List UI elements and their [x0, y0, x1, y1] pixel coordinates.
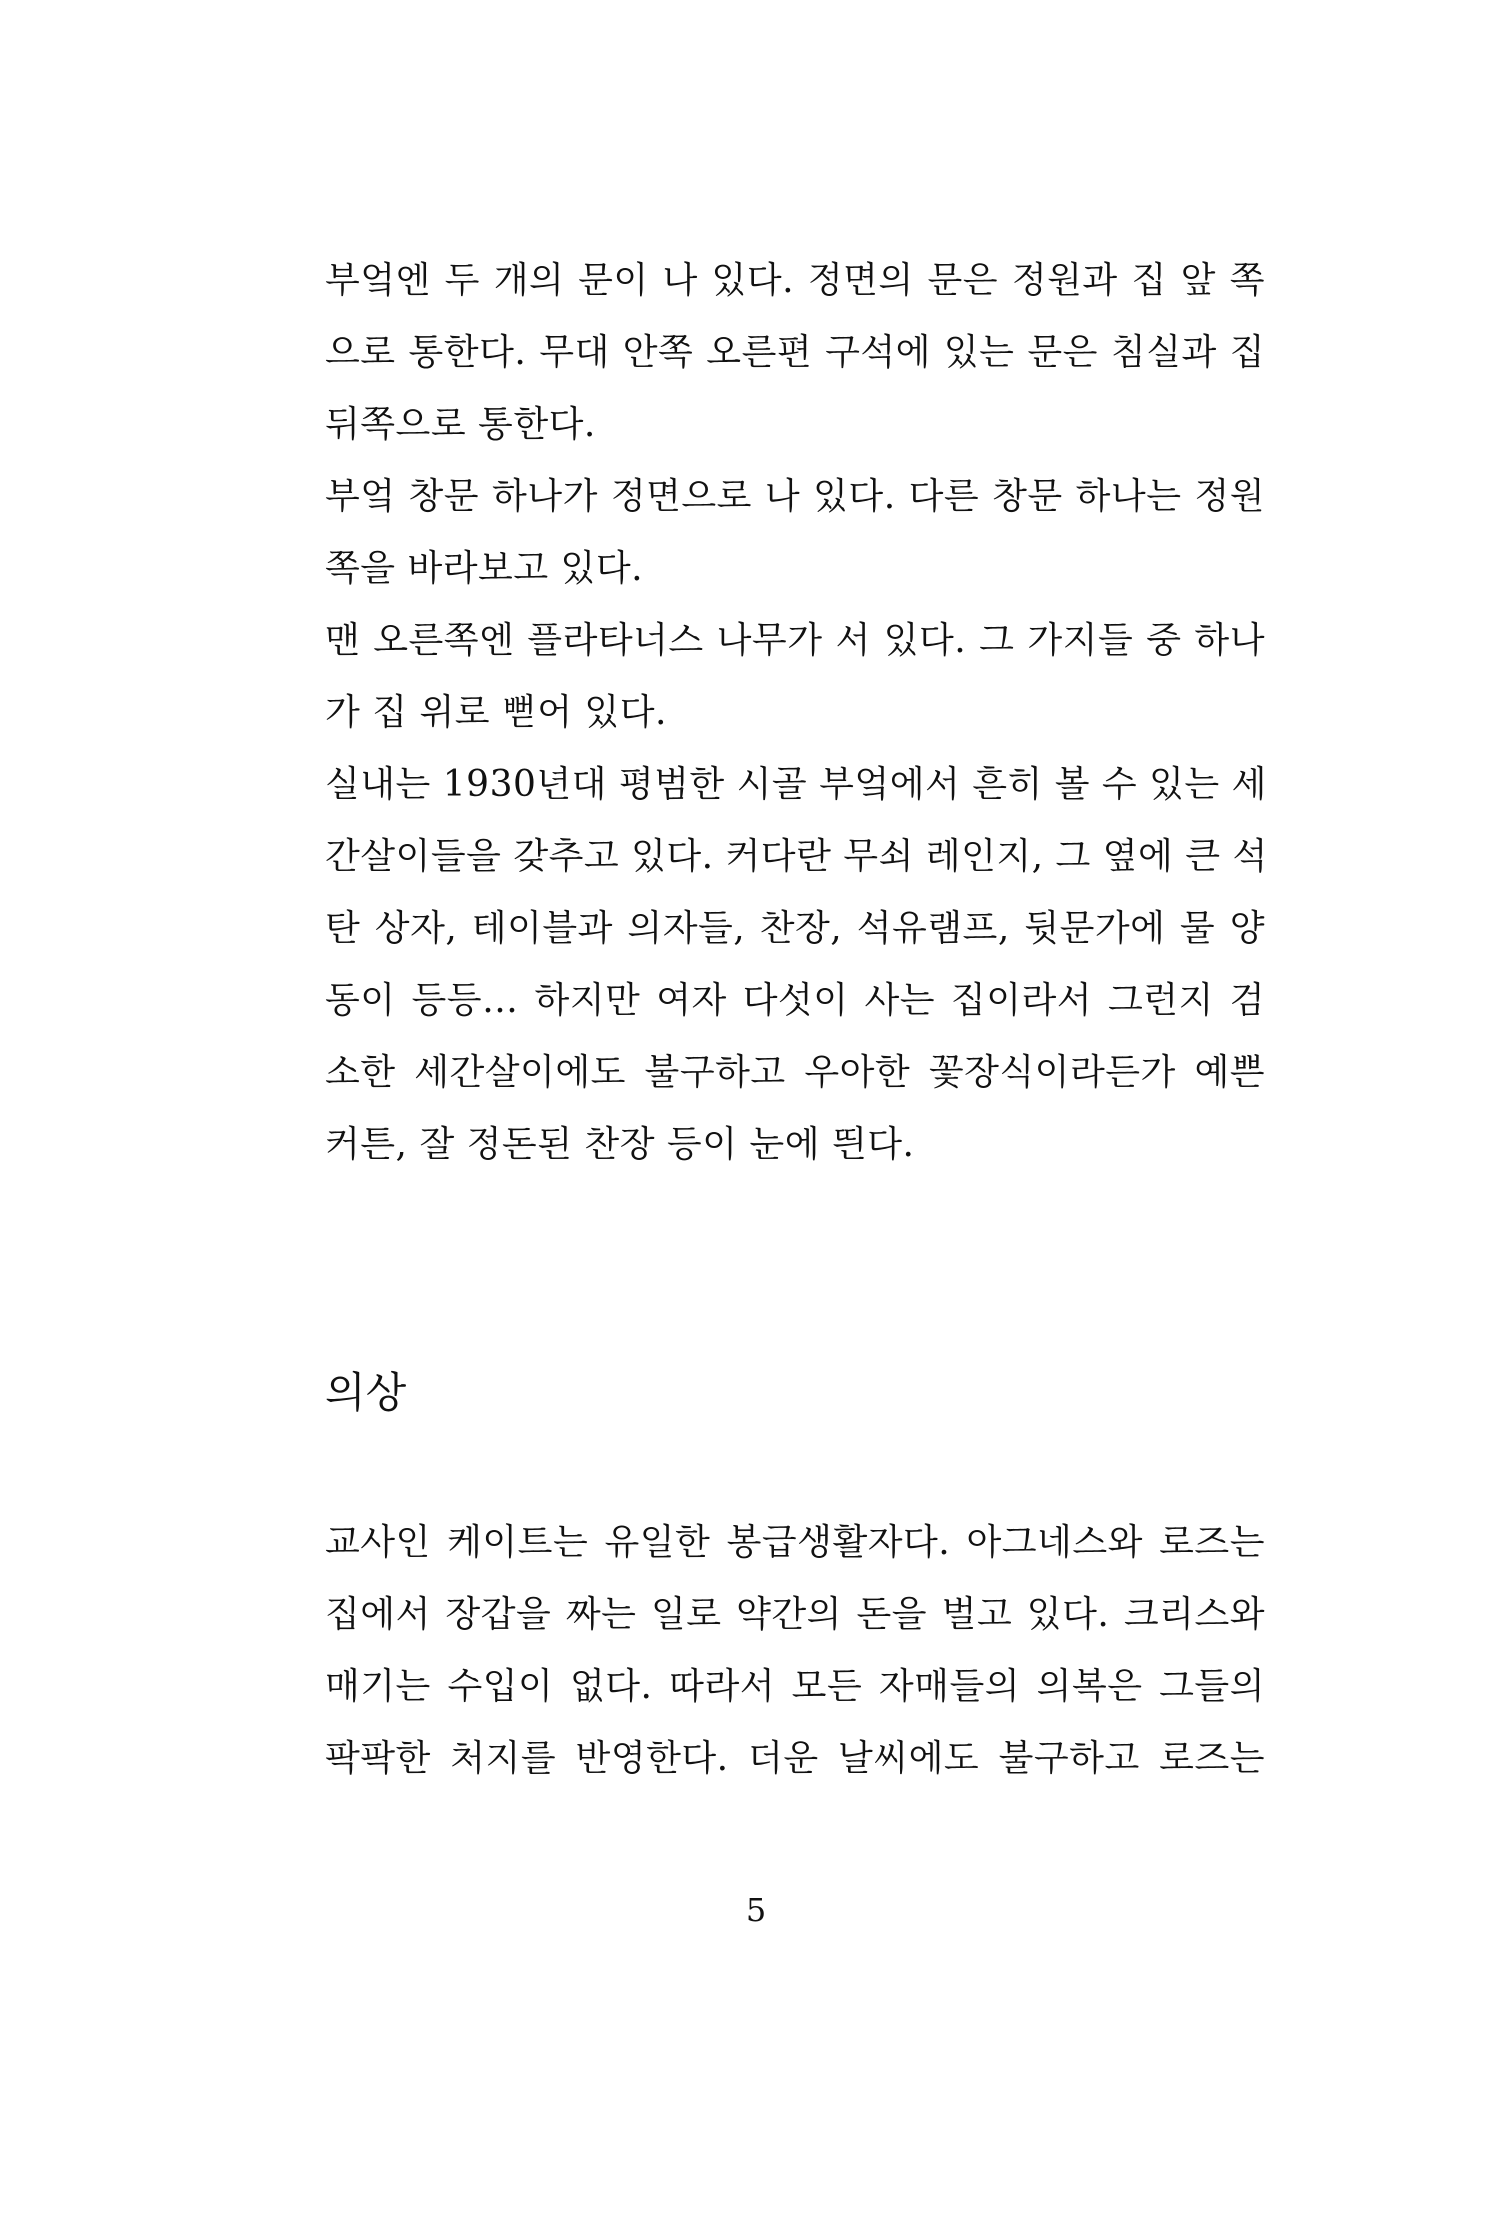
paragraph-line: 부엌엔 두 개의 문이 나 있다. 정면의 문은 정원과 집 앞 쪽: [325, 260, 1265, 301]
paragraph-line: 실내는 1930년대 평범한 시골 부엌에서 흔히 볼 수 있는 세: [325, 764, 1267, 805]
paragraph-line: 집에서 장갑을 짜는 일로 약간의 돈을 벌고 있다. 크리스와: [325, 1594, 1265, 1635]
setting-description: [325, 245, 1268, 1181]
paragraph-line: 동이 등등… 하지만 여자 다섯이 사는 집이라서 그런지 검: [325, 980, 1265, 1021]
paragraph-line: 쪽을 바라보고 있다.: [325, 548, 644, 589]
paragraph-line: 부엌 창문 하나가 정면으로 나 있다. 다른 창문 하나는 정원: [325, 476, 1265, 517]
paragraph-line: 탄 상자, 테이블과 의자들, 찬장, 석유램프, 뒷문가에 물 양: [325, 908, 1265, 949]
paragraph-line: 뒤쪽으로 통한다.: [325, 404, 596, 445]
paragraph-line: 맨 오른쪽엔 플라타너스 나무가 서 있다. 그 가지들 중 하나: [325, 620, 1265, 661]
paragraph-line: 팍팍한 처지를 반영한다. 더운 날씨에도 불구하고 로즈는: [325, 1738, 1265, 1779]
costume-description: [325, 1507, 1265, 1795]
paragraph-line: 매기는 수입이 없다. 따라서 모든 자매들의 의복은 그들의: [325, 1666, 1265, 1707]
paragraph-line: 소한 세간살이에도 불구하고 우아한 꽃장식이라든가 예쁜: [325, 1052, 1265, 1093]
paragraph-line: 으로 통한다. 무대 안쪽 오른편 구석에 있는 문은 침실과 집: [325, 332, 1265, 373]
section-heading: 의상: [325, 1368, 407, 1417]
page-number: 5: [745, 1891, 767, 1929]
paragraph-line: 커튼, 잘 정돈된 찬장 등이 눈에 띈다.: [325, 1124, 915, 1165]
paragraph-line: 간살이들을 갖추고 있다. 커다란 무쇠 레인지, 그 옆에 큰 석: [325, 836, 1268, 877]
paragraph-line: 가 집 위로 뻗어 있다.: [325, 692, 667, 733]
paragraph-line: 교사인 케이트는 유일한 봉급생활자다. 아그네스와 로즈는: [325, 1522, 1265, 1563]
